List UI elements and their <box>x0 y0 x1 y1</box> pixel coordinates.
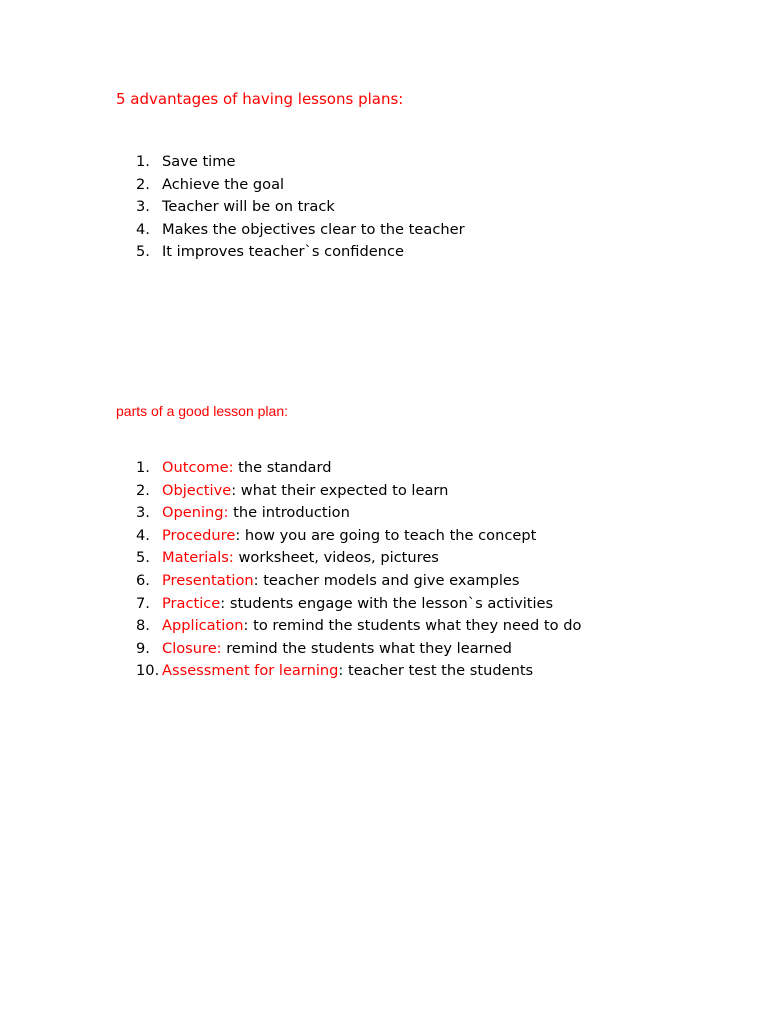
list-item <box>136 502 581 525</box>
item-number: 3. <box>136 504 150 522</box>
item-number: 2. <box>136 481 150 499</box>
item-number: 4. <box>136 220 150 238</box>
item-text: Save time <box>162 153 236 170</box>
list-item <box>136 196 465 219</box>
item-number: 1. <box>136 459 150 476</box>
item-number: 8. <box>136 617 150 635</box>
item-number: 7. <box>136 594 150 612</box>
lesson-plan-parts-heading: parts of a good lesson plan: <box>116 403 289 419</box>
list-item <box>136 615 581 638</box>
item-term: Procedure <box>162 526 236 544</box>
item-text: : teacher test the students <box>338 662 534 680</box>
item-term: Closure: <box>162 639 222 657</box>
item-number: 5. <box>136 549 150 567</box>
item-number: 3. <box>136 198 150 216</box>
item-text: Makes the objectives clear to the teacher <box>162 220 465 238</box>
item-text: Achieve the goal <box>162 175 285 193</box>
list-item <box>136 660 581 683</box>
list-item <box>136 525 581 548</box>
item-text: the standard <box>233 459 332 476</box>
list-item <box>136 174 465 197</box>
item-term: Opening: <box>162 504 229 522</box>
item-text: It improves teacher`s confidence <box>162 243 404 261</box>
list-item <box>136 547 581 570</box>
item-number: 4. <box>136 526 150 544</box>
item-number: 1. <box>136 153 150 170</box>
list-item <box>136 570 581 593</box>
item-term: Presentation <box>162 571 254 589</box>
item-text: : how you are going to teach the concept <box>235 526 537 544</box>
list-item <box>136 151 465 174</box>
item-number: 5. <box>136 243 150 261</box>
item-number: 6. <box>136 571 150 589</box>
list-item <box>136 219 465 242</box>
item-number: 10. <box>136 662 160 680</box>
list-item <box>136 593 581 616</box>
advantages-list <box>136 151 465 264</box>
list-item <box>136 457 581 480</box>
item-term: Assessment for learning <box>162 662 339 680</box>
item-term: Materials: <box>162 549 234 567</box>
item-text: remind the students what they learned <box>221 639 512 657</box>
item-text: : students engage with the lesson`s activities <box>220 594 554 612</box>
item-term: Objective <box>162 481 232 499</box>
list-item <box>136 638 581 661</box>
item-text: the introduction <box>228 504 350 522</box>
item-term: Outcome: <box>162 459 234 476</box>
list-item <box>136 241 465 264</box>
advantages-heading: 5 advantages of having lessons plans: <box>116 90 404 108</box>
item-text: Teacher will be on track <box>162 198 335 216</box>
item-text: : teacher models and give examples <box>253 571 520 589</box>
item-term: Practice <box>162 594 221 612</box>
item-number: 9. <box>136 639 150 657</box>
item-term: Application <box>162 617 244 635</box>
item-text: worksheet, videos, pictures <box>233 549 439 567</box>
item-text: : to remind the students what they need to do <box>243 617 582 635</box>
list-item <box>136 480 581 503</box>
item-text: : what their expected to learn <box>231 481 449 499</box>
item-number: 2. <box>136 175 150 193</box>
lesson-plan-parts-list <box>136 457 581 683</box>
